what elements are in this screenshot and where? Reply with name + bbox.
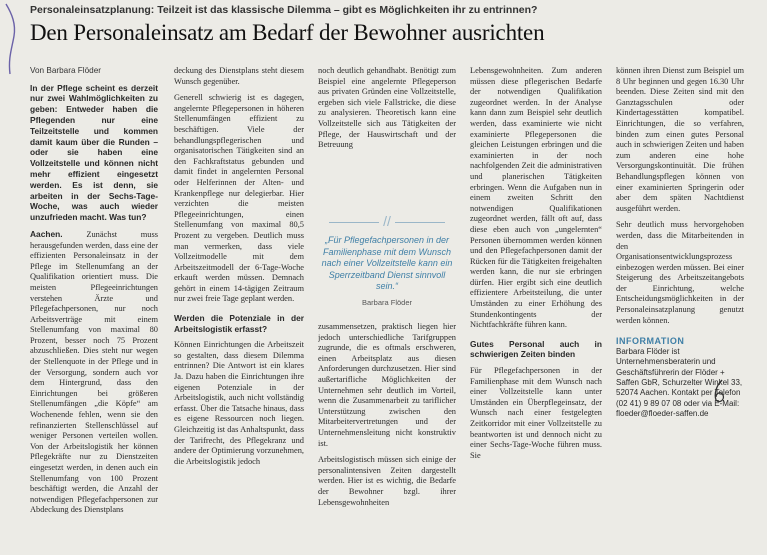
column-3-top xyxy=(318,66,456,202)
pull-quote xyxy=(318,213,456,307)
body-paragraph: zusammensetzen, praktisch liegen hier jedoch unterschiedliche Tarifgruppen zugrunde, die es oftmals erschweren, einen Arbeitsplatz aus diesen Anforderungen durchzusetzen. Hier sind außertarifliche Möglichkeiten der Unternehmen sehr deutlich im Vorteil, wenn die Zusammenarbeit zu tariflicher Unterstützung zwischen den Mitarbeitervertretungen und der Unternehmensleitung nicht konstruktiv ist. xyxy=(318,322,456,448)
article-kicker: Personaleinsatzplanung: Teilzeit ist das klassische Dilemma – gibt es Möglichkeiten ihr zu entrinnen? xyxy=(30,4,538,16)
body-paragraph: können ihren Dienst zum Beispiel um 8 Uhr beginnen und gegen 16.30 Uhr beenden. Diese Zeiten sind mit den Ganztagsschulen oder Kindertagesstätten kompatibel. Einrichtungen, die so verfahren, binden zum einen gutes Personal auch in schwierigen Zeiten und haben zum anderen eine hohe Versorgungskontinuität. Die frühen Behandlungspflegen können von einer examinierten Springerin oder aber dem späten Nachtdienst ausgeführt werden. xyxy=(616,66,744,213)
column-5 xyxy=(616,66,744,551)
body-paragraph: Arbeitslogistisch müssen sich einige der personalintensiven Zeiten dargestellt werden. Hier ist es wichtig, die Bedarfe der Bewohner bzgl. ihrer Lebensgewohnheiten xyxy=(318,455,456,507)
article-headline: Den Personaleinsatz am Bedarf der Bewohner ausrichten xyxy=(30,20,545,45)
body-paragraph: Lebensgewohnheiten. Zum anderen müssen diese pflegerischen Bedarfe der notwendigen Qualifikation zugeordnet werden. In der Analyse kann dann zum Beispiel sehr deutlich werden, dass examinierte wie nicht examinierte Pflegepersonen die gleichen Leistungen erbringen und die examinierten in der noch nachfolgenden Zeit die administrativen und planerischen Tätigkeiten erbringen. Wenn die Aufgaben nun in einem zweiten Schritt den notwendigen Qualifikationen zugeordnet werden, fällt oft auf, dass diese eben auch von „ungelernten“ Personen übernommen werden können und den Pflegefachpersonen damit der Rücken für die Tätigkeiten freigehalten werden kann, die nur sie erbringen dürfen. Hier ergibt sich eine deutlich effizientere Arbeitsteilung, die unter Umständen zu einer Erhöhung des Stundenkontingents der Nichtfachkräfte führen kann. xyxy=(470,66,602,330)
body-paragraph: Für Pflegefachpersonen in der Familienphase mit dem Wunsch nach einer Vollzeitstelle kann unter Umständen ein Überpflegeinsatz, der Wunsch nach einer festgelegten Zeitkorridor mit einer Vollzeitstelle zu beantworten ist und dennoch nicht zu einer Sechs-Tage-Woche führen muss. Sie xyxy=(470,366,602,460)
column-1 xyxy=(30,66,158,551)
body-paragraph: noch deutlich gehandhabt. Benötigt zum Beispiel eine angelernte Pflegeperson aus privaten Gründen eine Vollzeitstelle, ergeben sich viele Fallstricke, die diese zu analysieren. Theoretisch kann eine Vollzeitstelle sich aus Tätigkeiten der Pflege, der Hauswirtschaft und der Betreuung xyxy=(318,66,456,150)
quote-divider xyxy=(318,213,456,231)
info-box-text: Barbara Flöder ist Unternehmensberaterin und Geschäftsführerin der Flöder + Saffen GbR, Schurzelter Winkel 33, 52074 Aachen. Kontakt per Telefon (02 41) 9 89 07 08 oder via E-Mail: floeder@floeder-saffen.de xyxy=(616,346,743,419)
body-paragraph: Können Einrichtungen die Arbeitszeit so gestalten, dass diesem Dilemma entrinnen? Die Antwort ist ein klares Ja. Dazu haben die Einrichtungen ihre eigenen Potenziale in der Arbeitslogistik, auch nicht vollständig erfasst. Über die Tatsache hinaus, dass es eigene Ressourcen noch liegen. Gleichzeitig ist das Anhaltspunkt, dass der Tarifrecht, des Pflegekranz und andere der Optimierung vorzunehmen, die Arbeitslogistik jedoch xyxy=(174,340,304,466)
info-box-title: INFORMATION xyxy=(616,336,685,347)
paragraph-text: Zunächst muss herausgefunden werden, dass eine der effizienten Personaleinsatz in der Pflege im Stellenumfang an der Qualifikation orientiert muss. Die meisten Pflegeeinrichtungen verstehen Ärzte und Pflegefachpersonen, nur noch Arbeitsverträge mit einem Stellenumfang von maximal 80 Prozent, besser noch 75 Prozent abzuschließen. Dies steht nur wegen der Stellenquote in der Pflege und in der Versorgung, sondern auch vor dem Hintergrund, dass den Einrichtungen bei größeren Stellenumfängen „die Köpfe“ am Wochenende fehlen, wenn sie den refinanzierten Stellenschlüssel auf weniger Personen verteilen wollen. Von der Arbeitslogistik her können Pflegekräfte nur zu Dienstzeiten eingesetzt werden, in denen auch ein Stellenumfang von 100 Prozent beschäftigt werden, die Anzahl der notwendigen Pflegefachpersonen zur Abdeckung des Dienstplans xyxy=(30,229,158,515)
handwritten-mark xyxy=(710,378,730,404)
handwritten-mark xyxy=(2,0,24,80)
column-3-bottom xyxy=(318,322,456,551)
quote-author: Barbara Flöder xyxy=(361,297,413,307)
quote-mark-icon: // xyxy=(383,213,391,229)
body-paragraph: deckung des Dienstplans steht diesem Wunsch gegenüber. xyxy=(174,66,304,86)
lead-paragraph: In der Pflege scheint es derzeit nur zwei Wahlmöglichkeiten zu geben: Entweder haben die Pflegenden nur eine Teilzeitstelle und kommen damit kaum über die Runden – oder sie haben eine Vollzeitstelle und können nicht mehr effizient eingesetzt werden. Es ist denn, sie arbeiten in der Sechs-Tage-Woche, was auch wieder unzufrieden macht. Was tun? xyxy=(30,82,158,223)
subheading: Werden die Potenziale in der Arbeitslogistik erfasst? xyxy=(174,313,304,334)
column-4 xyxy=(470,66,602,551)
body-paragraph xyxy=(30,229,158,516)
column-2 xyxy=(174,66,304,551)
body-paragraph: Generell schwierig ist es dagegen, angelernte Pflegepersonen in höheren Stellenumfängen effizient zu beschäftigen. Viele der behandlungspflegerischen und organisatorischen Tätigkeiten sind an den Fachkraftstatus gebunden und damit findet in angelernten Personal oder Helferinnen der Alten- und Krankenpflege nur delegierbar. Hier verzichten die meisten Pflegeeinrichtungen, einen Stellenumfang von maximal 80,5 Prozent zu vergeben. Deutlich muss man vermerken, dass viele Vollzeitmodelle mit dem Arbeitszeitmodell der 6-Tage-Woche erkauft werden müssen. Demnach gehört in einem 14-tägigen Zeitraum nur zwei freie Tage geplant werden. xyxy=(174,93,304,304)
subheading: Gutes Personal auch in schwierigen Zeiten binden xyxy=(470,338,602,360)
dateline: Aachen. xyxy=(30,228,63,239)
quote-text: „Für Pflegefachpersonen in der Familienphase mit dem Wunsch nach einer Vollzeitstelle kann ein Sperrzeitband Dienst sinnvoll sein.“ xyxy=(321,235,453,291)
body-paragraph: Sehr deutlich muss hervorgehoben werden, dass die Mitarbeitenden in den Organisationsentwicklungsprozess einbezogen werden müssen. Bei einer Steigerung des Arbeitszeitangebots der Einrichtung, welche Entscheidungsmöglichkeiten in der Personaleinsatzplanung genutzt werden können. xyxy=(616,220,744,325)
byline: Von Barbara Flöder xyxy=(30,66,102,75)
